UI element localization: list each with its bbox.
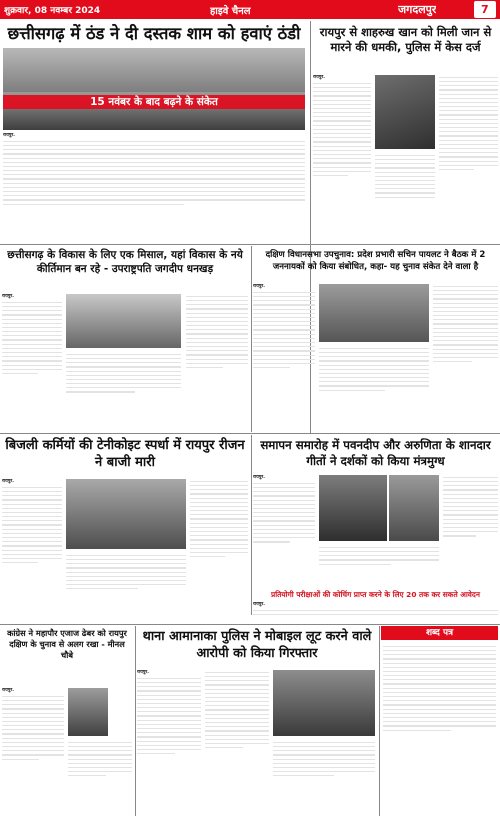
story-congress-dateline: रायपुर. — [2, 688, 14, 693]
story-cm-body — [2, 294, 62, 429]
masthead-date: शुक्रवार, 08 नवम्बर 2024 — [4, 6, 101, 16]
story-cm-dateline: रायपुर. — [2, 294, 14, 299]
story-singer-photo-right — [389, 475, 439, 541]
story-singer-body-col2 — [319, 545, 439, 585]
story-electric — [0, 435, 250, 623]
story-cold-subhead: 15 नवंबर के बाद बढ़ने के संकेत — [90, 96, 218, 108]
story-bypoll-body-col2 — [319, 346, 429, 429]
story-singer-body — [253, 475, 315, 587]
story-bypoll-dateline: रायपुर. — [253, 284, 265, 289]
column-divider — [379, 626, 380, 816]
story-singer-photo-left — [319, 475, 387, 541]
story-cm-headline: छत्तीसगढ़ के विकास के लिए एक मिसाल, यहां विकास के नये कीर्तिमान बन रहे - उपराष्ट्रपति जगदीप धनखड़ — [7, 249, 243, 275]
story-cold — [0, 21, 308, 243]
story-singer — [253, 435, 498, 587]
story-cold-dateline: रायपुर. — [3, 133, 15, 138]
horizontal-divider — [0, 624, 500, 625]
story-shahrukh-dateline: रायपुर. — [313, 75, 325, 80]
story-electric-headline: बिजली कर्मियों की टेनीकोइट स्पर्धा में रायपुर रीजन ने बाजी मारी — [5, 438, 245, 470]
story-shahrukh-headline: रायपुर से शाहरुख खान को मिली जान से मारने की धमकी, पुलिस में केस दर्ज — [319, 25, 492, 54]
story-police-photo — [273, 670, 375, 736]
story-police-body — [137, 670, 201, 814]
page-number-badge — [474, 1, 496, 18]
story-bypoll-body — [253, 284, 315, 429]
story-singer-body-col3 — [443, 475, 498, 587]
horizontal-divider — [0, 244, 500, 245]
story-bypoll-headline: दक्षिण विधानसभा उपचुनाव: प्रदेश प्रभारी सचिन पायलट ने बैठक में 2 जननायकों को किया संबोधित, कहा- यह चुनाव संकेत देने वाला है — [265, 250, 486, 272]
masthead-city: जगदलपुर — [398, 3, 437, 16]
story-cm — [0, 246, 250, 431]
story-shahrukh — [313, 21, 498, 243]
story-cold-photo — [3, 48, 305, 130]
story-cold-subhead-bar — [3, 95, 305, 109]
column-divider — [251, 435, 252, 615]
story-electric-body-col3 — [190, 479, 248, 621]
story-shahrukh-body — [313, 75, 371, 241]
story-congress-photo — [68, 688, 108, 736]
story-shahrukh-body-col3 — [439, 75, 498, 241]
story-electric-body — [2, 479, 62, 621]
column-divider — [135, 626, 136, 816]
story-police-body-col2 — [205, 670, 269, 814]
story-congress-body-col2 — [68, 740, 132, 814]
story-cm-body-col2 — [66, 352, 181, 429]
sidebar-title-bar — [381, 626, 498, 640]
story-police-dateline: रायपुर. — [137, 670, 149, 675]
sidebar-title: शब्द पत्र — [425, 628, 454, 638]
story-police — [137, 626, 377, 816]
story-coaching-dateline: रायपुर. — [253, 602, 265, 607]
story-police-headline: थाना आमानाका पुलिस ने मोबाइल लूट करने वाले आरोपी को किया गिरफ्तार — [142, 629, 372, 661]
story-cm-photo — [66, 294, 181, 348]
sidebar-body — [383, 644, 496, 814]
story-cold-headline: छत्तीसगढ़ में ठंड ने दी दस्तक शाम को हवाएं ठंडी — [7, 24, 301, 43]
story-shahrukh-body-col2 — [375, 153, 435, 241]
story-congress — [0, 626, 134, 816]
masthead — [0, 0, 500, 19]
story-electric-body-col2 — [66, 553, 186, 621]
story-coaching-headline: प्रतियोगी परीक्षाओं की कोचिंग प्राप्त करने के लिए 20 तक कर सकते आवेदन — [271, 590, 480, 599]
story-singer-dateline: रायपुर. — [253, 475, 265, 480]
story-bypoll-photo — [319, 284, 429, 342]
masthead-brand: हाइवे चैनल — [210, 6, 251, 17]
story-electric-photo — [66, 479, 186, 549]
story-electric-dateline: रायपुर. — [2, 479, 14, 484]
story-shahrukh-photo — [375, 75, 435, 149]
horizontal-divider — [0, 433, 500, 434]
story-cm-body-col3 — [186, 294, 248, 429]
sidebar-word-puzzle — [381, 626, 498, 816]
story-congress-body — [2, 688, 64, 814]
story-coaching — [253, 589, 498, 623]
column-divider — [251, 246, 252, 432]
story-congress-headline: कांग्रेस ने महापौर एजाज ढेबर को रायपुर दक्षिण के चुनाव से अलग रखा - मीनल चौबे — [7, 628, 127, 660]
story-singer-headline: समापन समारोह में पवनदीप और अरुणिता के शानदार गीतों ने दर्शकों को किया मंत्रमुग्ध — [260, 438, 491, 468]
story-bypoll — [253, 246, 498, 431]
story-police-body-col3 — [273, 740, 375, 814]
story-bypoll-body-col3 — [433, 284, 498, 429]
story-cold-body — [3, 133, 305, 241]
page-number: 7 — [481, 3, 489, 16]
story-coaching-body — [253, 602, 498, 622]
